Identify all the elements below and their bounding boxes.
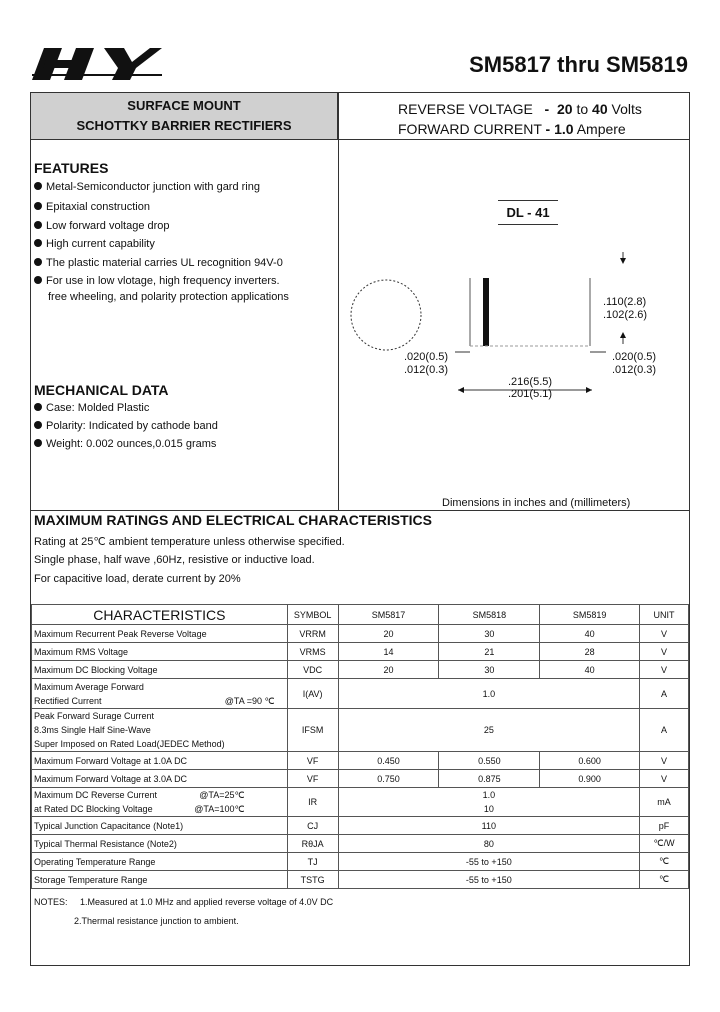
electrical-summary: [398, 99, 642, 139]
end-view-circle: [351, 280, 421, 350]
note-1: 1.Measured at 1.0 MHz and applied reverse voltage of 4.0V DC: [80, 897, 334, 907]
fc-dash: -: [545, 121, 551, 137]
fc-unit: Ampere: [576, 121, 626, 137]
mechanical-item: Weight: 0.002 ounces,0.015 grams: [34, 438, 216, 450]
ratings-line1: Rating at 25℃ ambient temperature unless otherwise specified.: [34, 536, 345, 548]
bullet-icon: [34, 239, 42, 247]
notes-prefix: NOTES:: [34, 897, 68, 907]
table-row: Maximum DC Blocking Voltage VDC 20 30 40 V: [32, 661, 689, 679]
arrow-icon: [620, 332, 626, 338]
fc-val: 1.0: [554, 121, 574, 137]
ratings-heading: MAXIMUM RATINGS AND ELECTRICAL CHARACTERISTICS: [34, 512, 432, 528]
rv-dash: -: [544, 101, 550, 117]
table-row: Maximum RMS Voltage VRMS 14 21 28 V: [32, 643, 689, 661]
table-row: Peak Forward Surage Current 8.3ms Single Half Sine-Wave Super Imposed on Rated Load(JEDEC Method) IFSM 25 A: [32, 709, 689, 752]
hy-logo: [32, 44, 162, 84]
fc-label: FORWARD CURRENT: [398, 121, 542, 137]
bullet-icon: [34, 258, 42, 266]
table-row: Storage Temperature Range TSTG -55 to +150 ℃: [32, 871, 689, 889]
characteristics-table: [31, 604, 689, 889]
bullet-icon: [34, 182, 42, 190]
bullet-icon: [34, 439, 42, 447]
bullet-icon: [34, 276, 42, 284]
bullet-icon: [34, 221, 42, 229]
dim-left-lead: .020(0.5) .012(0.3): [404, 351, 449, 376]
rv-to-val: 40: [592, 101, 608, 117]
header-divider: [30, 139, 690, 140]
dim-height: .110(2.8) .102(2.6): [603, 296, 648, 321]
col-header-unit: UNIT: [640, 605, 689, 625]
ratings-line3: For capacitive load, derate current by 20%: [34, 573, 241, 585]
arrow-icon: [620, 258, 626, 264]
rv-label: REVERSE VOLTAGE: [398, 101, 533, 117]
note-2: 2.Thermal resistance junction to ambient.: [74, 916, 239, 926]
table-row: Maximum Recurrent Peak Reverse Voltage VRRM 20 30 40 V: [32, 625, 689, 643]
column-divider: [338, 92, 339, 510]
arrow-icon: [586, 387, 592, 393]
col-header-sm5819: SM5819: [540, 605, 640, 625]
col-header-sm5818: SM5818: [439, 605, 540, 625]
device-type-line2: SCHOTTKY BARRIER RECTIFIERS: [76, 118, 292, 133]
device-type-line1: SURFACE MOUNT: [127, 98, 241, 113]
feature-item: Metal-Semiconductor junction with gard ring: [34, 181, 260, 193]
mechanical-heading: MECHANICAL DATA: [34, 382, 169, 398]
feature-item: Epitaxial construction: [34, 201, 150, 213]
table-row: Maximum Forward Voltage at 3.0A DC VF 0.750 0.875 0.900 V: [32, 770, 689, 788]
table-header-row: [32, 605, 689, 625]
table-row: Typical Thermal Resistance (Note2) RθJA 80 ℃/W: [32, 835, 689, 853]
package-label: DL - 41: [498, 200, 558, 225]
dim-length: .216(5.5) .201(5.1): [508, 376, 553, 400]
feature-item: Low forward voltage drop: [34, 220, 170, 232]
feature-item: High current capability: [34, 238, 155, 250]
ratings-line2: Single phase, half wave ,60Hz, resistive or inductive load.: [34, 554, 315, 566]
reverse-voltage-line: [398, 99, 642, 119]
dim-right-lead: .020(0.5) .012(0.3): [612, 351, 657, 376]
mechanical-item: Case: Molded Plastic: [34, 402, 149, 414]
rv-from: 20: [556, 101, 573, 117]
device-type-box: [31, 93, 338, 139]
notes-block: [34, 897, 333, 907]
table-row: Maximum Forward Voltage at 1.0A DC VF 0.450 0.550 0.600 V: [32, 752, 689, 770]
rv-unit: Volts: [611, 101, 642, 117]
feature-item: For use in low vlotage, high frequency inverters.: [34, 275, 280, 287]
col-header-symbol: SYMBOL: [287, 605, 338, 625]
arrow-icon: [458, 387, 464, 393]
cathode-band: [483, 278, 489, 346]
feature-item: The plastic material carries UL recognition 94V-0: [34, 257, 283, 269]
col-header-sm5817: SM5817: [338, 605, 439, 625]
feature-continuation: free wheeling, and polarity protection applications: [48, 291, 289, 303]
bullet-icon: [34, 403, 42, 411]
table-row: Maximum Average Forward Rectified Current @TA =90 ℃ I(AV) 1.0 A: [32, 679, 689, 709]
dimensions-caption: Dimensions in inches and (millimeters): [442, 497, 631, 509]
section-divider: [30, 510, 690, 511]
bullet-icon: [34, 421, 42, 429]
table-row: Maximum DC Reverse Current @TA=25℃ at Rated DC Blocking Voltage @TA=100℃ IR 1.0 10 mA: [32, 788, 689, 817]
col-header-characteristics: CHARACTERISTICS: [32, 605, 288, 625]
table-row: Operating Temperature Range TJ -55 to +150 ℃: [32, 853, 689, 871]
features-heading: FEATURES: [34, 160, 109, 176]
page-title: SM5817 thru SM5819: [469, 52, 688, 77]
rv-to: to: [576, 101, 589, 117]
bullet-icon: [34, 202, 42, 210]
mechanical-item: Polarity: Indicated by cathode band: [34, 420, 218, 432]
forward-current-line: [398, 119, 642, 139]
table-row: Typical Junction Capacitance (Note1) CJ 110 pF: [32, 817, 689, 835]
